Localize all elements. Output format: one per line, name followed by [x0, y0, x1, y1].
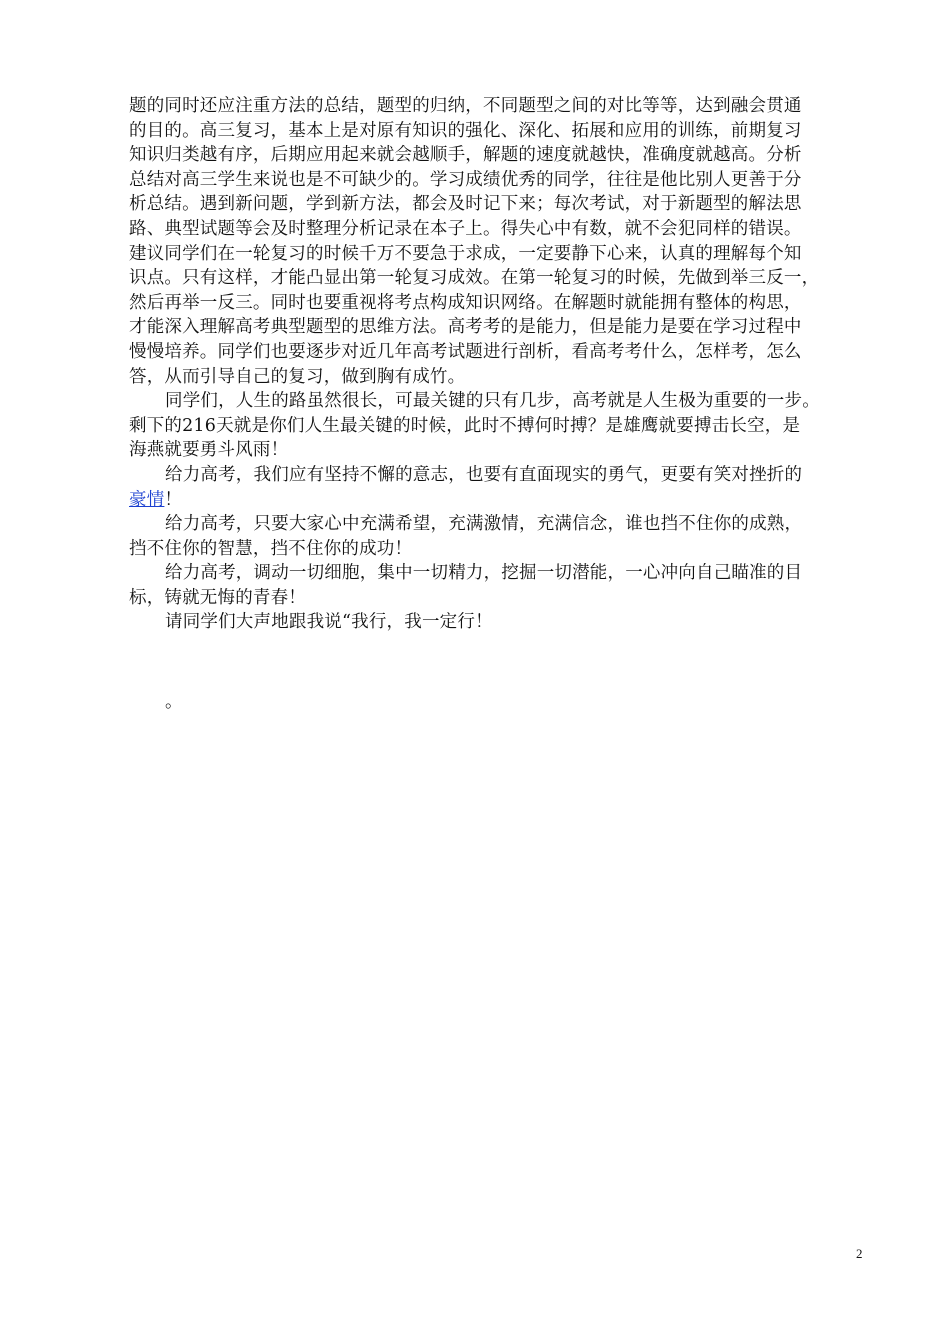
text-line: 答，从而引导自己的复习，做到胸有成竹。: [129, 366, 466, 387]
text-line: 才能深入理解高考典型题型的思维方法。高考考的是能力，但是能力是要在学习过程中: [129, 317, 802, 338]
text-line: 给力高考，只要大家心中充满希望，充满激情，充满信念，谁也挡不住你的成熟，: [165, 514, 803, 535]
document-body: [129, 94, 860, 635]
text-line: 给力高考，调动一切细胞，集中一切精力，挖掘一切潜能，一心冲向自己瞄准的目: [165, 563, 803, 584]
page-number: 2: [856, 1246, 863, 1261]
text-line: 慢慢培养。同学们也要逐步对近几年高考试题进行剖析，看高考考什么，怎样考，怎么: [129, 341, 802, 362]
text-line: 挡不住你的智慧，挡不住你的成功！: [129, 538, 413, 559]
trailing-period: 。: [165, 692, 183, 712]
text-line: 题的同时还应注重方法的总结，题型的归纳，不同题型之间的对比等等，达到融会贯通: [129, 96, 802, 116]
text-line: 然后再举一反三。同时也要重视将考点构成知识网络。在解题时就能拥有整体的构思，: [129, 292, 802, 313]
text-line: 海燕就要勇斗风雨！: [129, 440, 289, 461]
text-line: 路、典型试题等会及时整理分析记录在本子上。得失心中有数，就不会犯同样的错误。: [129, 218, 802, 239]
text-line: 建议同学们在一轮复习的时候千万不要急于求成，一定要静下心来，认真的理解每个知: [129, 243, 802, 264]
text-line: 的目的。高三复习，基本上是对原有知识的强化、深化、拓展和应用的训练，前期复习: [129, 120, 802, 141]
text-line: 知识归类越有序，后期应用起来就会越顺手，解题的速度就越快，准确度就越高。分析: [129, 145, 802, 166]
text-line: 请同学们大声地跟我说“我行，我一定行！: [165, 612, 493, 633]
link-line: [129, 488, 860, 513]
text-line: 标，铸就无悔的青春！: [129, 587, 306, 608]
link-suffix: ！: [164, 489, 183, 510]
text-line: 总结对高三学生来说也是不可缺少的。学习成绩优秀的同学，往往是他比别人更善于分: [129, 169, 802, 190]
text-line: 剩下的216天就是你们人生最关键的时候，此时不搏何时搏？是雄鹰就要搏击长空，是: [129, 415, 801, 436]
haoqing-link[interactable]: 豪情: [129, 489, 165, 510]
text-line: 识点。只有这样，才能凸显出第一轮复习成效。在第一轮复习的时候，先做到举三反一，: [129, 268, 820, 289]
text-line: 给力高考，我们应有坚持不懈的意志，也要有直面现实的勇气，更要有笑对挫折的: [165, 464, 803, 485]
text-line: 同学们，人生的路虽然很长，可最关键的只有几步，高考就是人生极为重要的一步。: [165, 391, 820, 412]
text-line: 析总结。遇到新问题，学到新方法，都会及时记下来；每次考试，对于新题型的解法思: [129, 194, 802, 215]
